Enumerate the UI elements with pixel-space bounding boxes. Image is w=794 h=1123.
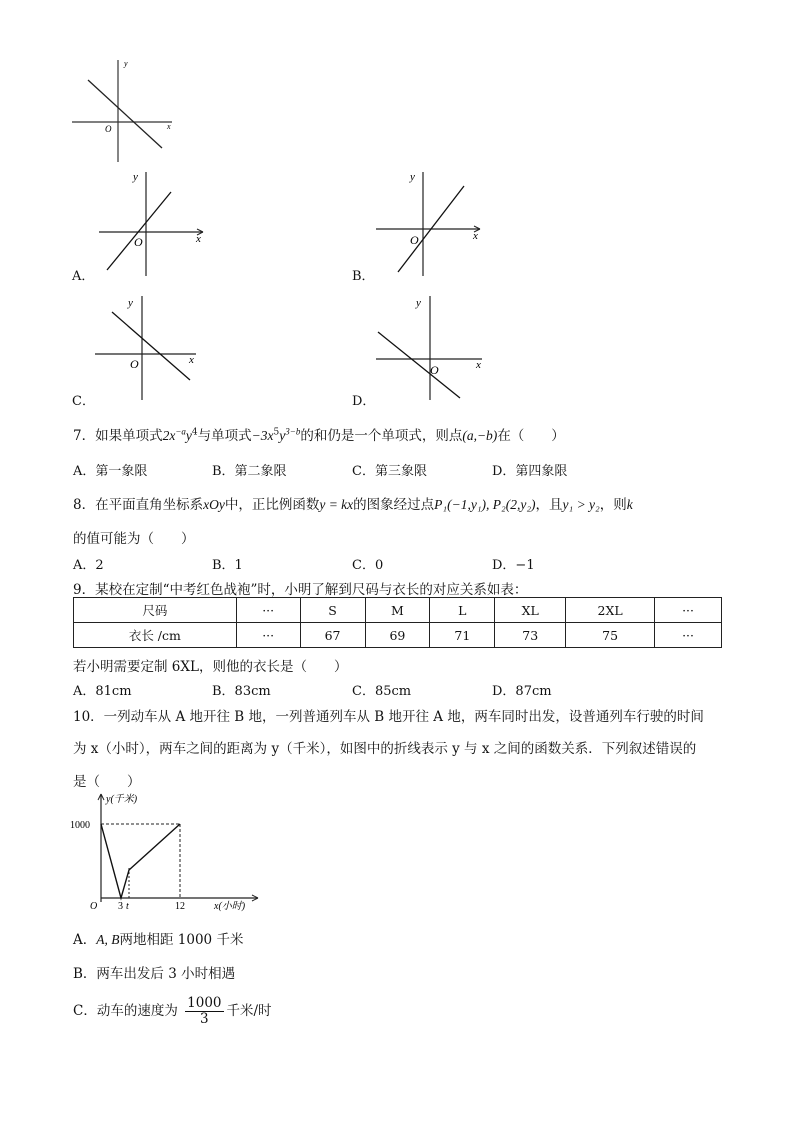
graph-d bbox=[372, 292, 487, 404]
q7-option-b: B．第二象限 bbox=[212, 464, 287, 479]
table-cell: 71 bbox=[430, 623, 495, 648]
q10-option-c: C．动车的速度为 $\frac{1000}{3}$ 千米/时 bbox=[73, 995, 272, 1027]
origin-label: O bbox=[410, 233, 419, 247]
y-label: y bbox=[133, 171, 138, 183]
table-cell: 67 bbox=[300, 623, 365, 648]
q8-option-a: A．2 bbox=[73, 558, 104, 573]
graph-x-tick: 3 bbox=[118, 901, 123, 912]
table-row bbox=[74, 598, 722, 623]
table-cell: M bbox=[365, 598, 430, 623]
origin-label: O bbox=[105, 124, 112, 134]
table-cell: 69 bbox=[365, 623, 430, 648]
table-cell: 衣长 /cm bbox=[74, 623, 237, 648]
x-label: x bbox=[476, 359, 481, 371]
q9-question: 若小明需要定制 6XL，则他的衣长是（ ） bbox=[73, 659, 348, 675]
q10-stem-line1: 10．一列动车从 A 地开往 B 地，一列普通列车从 B 地开往 A 地，两车同时出发，设普通列车行驶的时间 bbox=[73, 709, 704, 725]
graph-origin: O bbox=[90, 901, 98, 912]
table-cell: ··· bbox=[655, 623, 722, 648]
q10-stem-line3: 是（ ） bbox=[73, 774, 141, 790]
option-b-label: B． bbox=[352, 269, 375, 284]
x-label: x bbox=[473, 230, 478, 242]
q9-option-c: C．85cm bbox=[352, 684, 412, 699]
size-table bbox=[73, 597, 722, 648]
q7-option-c: C．第三象限 bbox=[352, 464, 427, 479]
option-a-label: A． bbox=[72, 269, 95, 284]
q9-option-b: B．83cm bbox=[212, 684, 271, 699]
option-d-label: D． bbox=[352, 394, 376, 409]
x-label: x bbox=[189, 354, 194, 366]
x-label: x bbox=[196, 233, 201, 245]
graph-x-tick: 12 bbox=[175, 901, 185, 912]
table-cell: ··· bbox=[655, 598, 722, 623]
q8-option-b: B．1 bbox=[212, 558, 243, 573]
fraction: $\frac{1000}{3}$ bbox=[187, 995, 222, 1027]
q7-option-d: D．第四象限 bbox=[492, 464, 568, 479]
option-c-label: C． bbox=[72, 394, 95, 409]
table-cell: 2XL bbox=[566, 598, 655, 623]
q10-graph bbox=[68, 790, 268, 912]
q8-option-c: C．0 bbox=[352, 558, 384, 573]
x-label: x bbox=[167, 122, 171, 131]
table-cell: ··· bbox=[236, 623, 300, 648]
table-cell: ··· bbox=[236, 598, 300, 623]
graph-c bbox=[92, 292, 204, 404]
y-label: y bbox=[416, 297, 421, 309]
graph-x-label: x(小时) bbox=[214, 901, 246, 912]
q8-stem-line1: 8．在平面直角坐标系xOy中，正比例函数y = kx的图象经过点P₁(−1,y₁), P₂(2,y₂)，且y₁ > y₂，则k bbox=[73, 497, 633, 513]
graph-b bbox=[372, 168, 487, 280]
q8-stem-line2: 的值可能为（ ） bbox=[73, 531, 195, 547]
q9-option-a: A．81cm bbox=[73, 684, 132, 699]
table-cell: 75 bbox=[566, 623, 655, 648]
q8-option-d: D．−1 bbox=[492, 558, 535, 573]
table-cell: XL bbox=[495, 598, 566, 623]
origin-label: O bbox=[134, 235, 143, 249]
table-cell: 73 bbox=[495, 623, 566, 648]
graph-y-label: y(千米) bbox=[106, 794, 138, 805]
origin-label: O bbox=[130, 357, 139, 371]
q10-stem-line2: 为 x（小时），两车之间的距离为 y（千米），如图中的折线表示 y 与 x 之间的函数关系．下列叙述错误的 bbox=[73, 741, 697, 757]
y-label: y bbox=[410, 171, 415, 183]
q7-option-a: A．第一象限 bbox=[73, 464, 148, 479]
y-label: y bbox=[124, 59, 128, 68]
q9-option-d: D．87cm bbox=[492, 684, 552, 699]
graph-x-tick: t bbox=[126, 901, 129, 912]
y-label: y bbox=[128, 297, 133, 309]
top-graph bbox=[68, 56, 180, 168]
table-cell: L bbox=[430, 598, 495, 623]
table-cell: S bbox=[300, 598, 365, 623]
graph-y-tick: 1000 bbox=[70, 820, 90, 831]
table-cell: 尺码 bbox=[74, 598, 237, 623]
origin-label: O bbox=[430, 363, 439, 377]
q7-stem: 7．如果单项式$2x^{-a}y^4$与单项式$-3x^5y^{3-b}$的和仍是一个单项式，则点(a,−b)在（ ） bbox=[73, 426, 565, 444]
table-row bbox=[74, 623, 722, 648]
q9-stem: 9．某校在定制“中考红色战袍”时，小明了解到尺码与衣长的对应关系如表： bbox=[73, 582, 528, 598]
q10-option-a: A．A, B两地相距 1000 千米 bbox=[73, 932, 244, 948]
graph-a bbox=[95, 168, 210, 280]
q10-option-b: B．两车出发后 3 小时相遇 bbox=[73, 966, 236, 982]
